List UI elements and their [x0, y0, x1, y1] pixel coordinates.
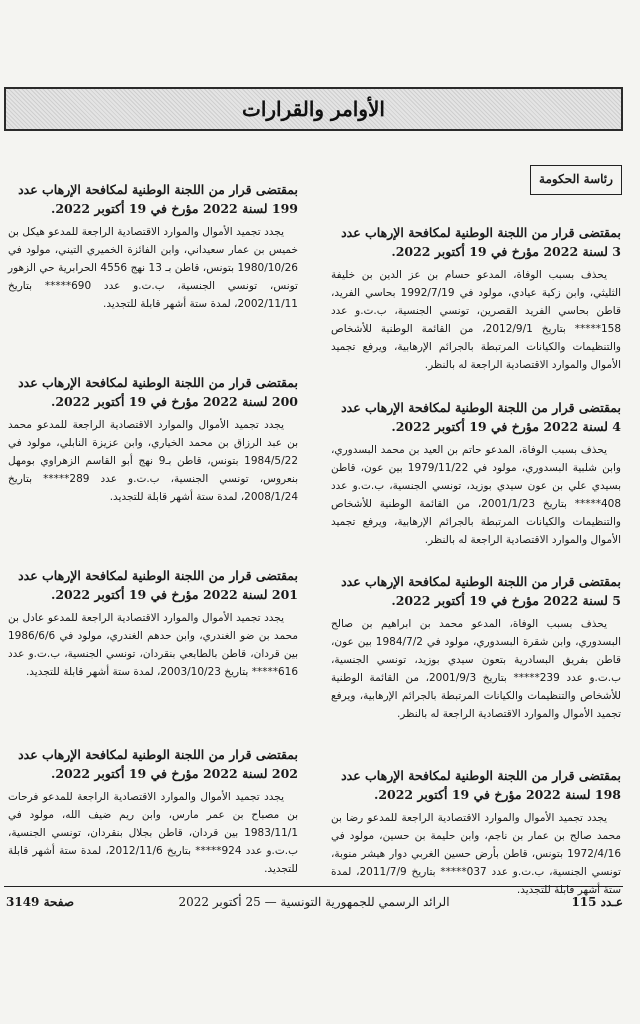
decree-5 — [331, 572, 621, 723]
decree-body: يجدد تجميد الأموال والموارد الاقتصادية الراجعة للمدعو فرحات بن مصباح بن عمر مارس، وابن ريم ضيف الله، مولود في 1983/11/1 بين قردان، قاطن بجلال بنقردان، تونسي الجنسية، ب.ت.و عدد 924***** بتاريخ 2012/11/6، لمدة ستة أشهر قابلة للتجديد. — [8, 791, 298, 875]
page-footer — [4, 886, 623, 907]
page-header-banner — [4, 87, 623, 131]
decree-199 — [8, 180, 298, 313]
decree-title: بمقتضى قرار من اللجنة الوطنية لمكافحة الإرهاب عدد 202 لسنة 2022 مؤرخ في 19 أكتوبر 2022. — [18, 747, 298, 781]
decree-body: يحذف بسبب الوفاة، المدعو محمد بن ابراهيم بن صالح البسدوري، وابن شقرة البسدوري، مولود في 1984/7/2 بين عون، قاطن بفريق البسادرية بتعون سيدي بوزيد، تونسي الجنسية، ب.ت.و عدد 239***** بتاريخ 2001/9/3، من القائمة الوطنية للأشخاص والتنظيمات والكيانات المرتبطة بالجرائم الإرهابية، ويرفع تجميد الأموال والموارد الاقتصادية الراجعة له بالنظر. — [331, 618, 621, 720]
decree-201 — [8, 566, 298, 681]
decree-body: يجدد تجميد الأموال والموارد الاقتصادية الراجعة للمدعو هيكل بن خميس بن عمار سعيداني، وابن الفائزة الخميري التيني، مولود في 1980/10/26 بتونس، قاطن بـ 13 نهج 4556 الحرابرية حي الزهور تونس، تونسي الجنسية، ب.ت.و عدد 690***** بتاريخ 2002/11/11، لمدة ستة أشهر قابلة للتجديد. — [8, 226, 298, 310]
page-number: صفحة 3149 — [6, 895, 75, 909]
decree-title: بمقتضى قرار من اللجنة الوطنية لمكافحة الإرهاب عدد 200 لسنة 2022 مؤرخ في 19 أكتوبر 2022. — [18, 375, 298, 409]
page-title: الأوامر والقرارات — [242, 97, 385, 121]
decree-title: بمقتضى قرار من اللجنة الوطنية لمكافحة الإرهاب عدد 199 لسنة 2022 مؤرخ في 19 أكتوبر 2022. — [18, 182, 298, 216]
decree-title: بمقتضى قرار من اللجنة الوطنية لمكافحة الإرهاب عدد 201 لسنة 2022 مؤرخ في 19 أكتوبر 2022. — [18, 568, 298, 602]
decree-body: يحذف بسبب الوفاة، المدعو حسام بن عز الدين بن خليفة الثليثي، وابن زكية عيادي، مولود في 1992/7/19 بحاسي الفريد، قاطن بحاسي الفريد القصرين، تونسي الجنسية، ب.ت.و عدد 158***** بتاريخ 2012/9/1، من القائمة الوطنية للأشخاص والتنظيمات والكيانات المرتبطة بالجرائم الإرهابية، ويرفع تجميد الأموال والموارد الاقتصادية الراجعة له بالنظر. — [331, 269, 621, 371]
decree-body: يحذف بسبب الوفاة، المدعو حاتم بن العيد بن محمد البسدوري، وابن شلبية البسدوري، مولود في 1979/11/22 بين عون، قاطن بسيدي علي بن عون سيدي بوزيد، تونسي الجنسية، ب.ت.و عدد 408***** بتاريخ 2001/1/23، من القائمة الوطنية للأشخاص والتنظيمات والكيانات المرتبطة بالجرائم الإرهابية، ويرفع تجميد الأموال والموارد الاقتصادية الراجعة له بالنظر. — [331, 444, 621, 546]
decree-4 — [331, 398, 621, 549]
issue-number: عـدد 115 — [571, 895, 623, 909]
decree-body: يجدد تجميد الأموال والموارد الاقتصادية الراجعة للمدعو رضا بن محمد صالح بن عمار بن ناجم، وابن حليمة بن حسين، مولود في 1972/4/16 بتونس، قاطن بأرض حسين الغربي دوار هيشر منوبة، تونسي الجنسية، ب.ت.و عدد 037***** بتاريخ 2011/7/9، لمدة ستة أشهر قابلة للتجديد. — [331, 812, 621, 896]
publication-line: الرائد الرسمي للجمهورية التونسية — 25 أكتوبر 2022 — [178, 895, 450, 909]
decree-title: بمقتضى قرار من اللجنة الوطنية لمكافحة الإرهاب عدد 4 لسنة 2022 مؤرخ في 19 أكتوبر 2022. — [341, 400, 621, 434]
decree-200 — [8, 373, 298, 506]
decree-body: يجدد تجميد الأموال والموارد الاقتصادية الراجعة للمدعو عادل بن محمد بن ضو الغندري، وابن حدهم الغندري، مولود في 1986/6/6 بين قردان، قاطن بالطابعي بنقردان، تونسي الجنسية، ب.ت.و عدد 616***** بتاريخ 2003/10/23، لمدة ستة أشهر قابلة للتجديد. — [8, 612, 298, 678]
decree-3 — [331, 223, 621, 374]
decree-body: يجدد تجميد الأموال والموارد الاقتصادية الراجعة للمدعو محمد بن عبد الرزاق بن محمد الخياري، وابن عزيزة النابلي، مولود في 1984/5/22 بتونس، قاطن بـ9 نهج أبو القاسم الزهراوي بومهل بنعروس، تونسي الجنسية، ب.ت.و عدد 289***** بتاريخ 2008/1/24، لمدة ستة أشهر قابلة للتجديد. — [8, 419, 298, 503]
decree-title: بمقتضى قرار من اللجنة الوطنية لمكافحة الإرهاب عدد 198 لسنة 2022 مؤرخ في 19 أكتوبر 2022. — [341, 768, 621, 802]
decree-title: بمقتضى قرار من اللجنة الوطنية لمكافحة الإرهاب عدد 5 لسنة 2022 مؤرخ في 19 أكتوبر 2022. — [341, 574, 621, 608]
decree-title: بمقتضى قرار من اللجنة الوطنية لمكافحة الإرهاب عدد 3 لسنة 2022 مؤرخ في 19 أكتوبر 2022. — [341, 225, 621, 259]
section-label: رئاسة الحكومة — [530, 165, 622, 195]
decree-202 — [8, 745, 298, 878]
decree-198 — [331, 766, 621, 899]
